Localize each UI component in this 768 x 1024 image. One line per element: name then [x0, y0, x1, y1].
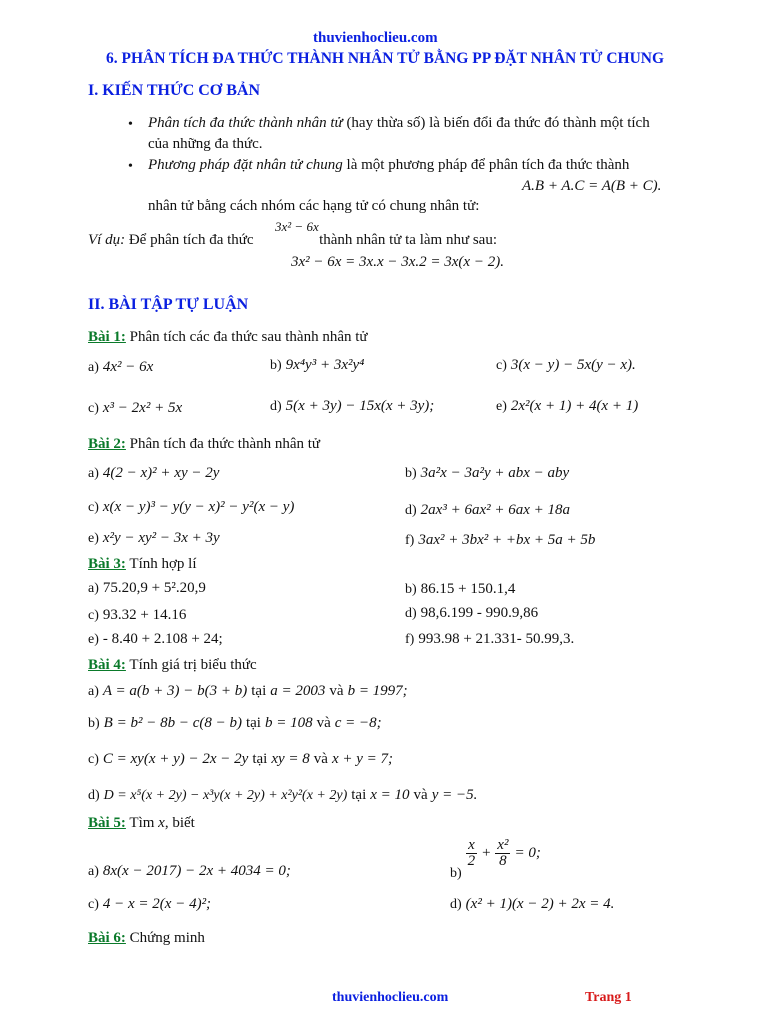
- item-expression: - 8.40 + 2.108 + 24;: [102, 631, 223, 647]
- item-expression: 93.32 + 14.16: [102, 607, 187, 623]
- item-expression: 8x(x − 2017) − 2x + 4034 = 0;: [102, 863, 291, 879]
- bullet-1-line2: của những đa thức.: [148, 136, 263, 152]
- section-heading-exercises: II. BÀI TẬP TỰ LUẬN: [88, 296, 249, 313]
- item-label: f): [405, 632, 415, 647]
- exercise-3-heading: [88, 556, 197, 573]
- exercise-4-item: [88, 786, 477, 804]
- variable-x: x: [158, 815, 165, 831]
- exercise-1-item: [270, 356, 364, 374]
- item-label: e): [88, 531, 99, 546]
- exercise-2-item: [88, 529, 220, 547]
- exercise-2-item: [405, 501, 570, 519]
- exercise-2-item: [88, 498, 294, 516]
- exercise-6-heading: [88, 930, 205, 947]
- item-label: d): [405, 503, 417, 518]
- item-label: c): [88, 897, 99, 912]
- word-va: và: [413, 787, 428, 803]
- word-va: và: [316, 715, 331, 731]
- exercise-5-item: [88, 895, 211, 913]
- exercise-5-text: Tìm: [125, 815, 159, 831]
- exercise-3-item: [405, 630, 574, 648]
- exercise-3-item: [405, 604, 538, 622]
- exercise-5-item: [88, 862, 291, 880]
- word-tai: tại: [351, 787, 367, 803]
- item-expression: A = a(b + 3) − b(3 + b): [102, 683, 248, 699]
- exercise-1-heading: [88, 329, 368, 346]
- word-va: và: [313, 751, 328, 767]
- item-expression: (x² + 1)(x − 2) + 2x = 4.: [465, 896, 615, 912]
- bullet-2: [148, 157, 629, 174]
- exercise-5-item: [450, 895, 614, 913]
- condition-1: b = 108: [264, 715, 313, 731]
- item-expression: 2ax³ + 6ax² + 6ax + 18a: [420, 502, 571, 518]
- condition-2: x + y = 7;: [331, 751, 393, 767]
- denominator: 8: [499, 853, 507, 869]
- exercise-6-text: Chứng minh: [125, 930, 205, 946]
- exercise-5-text-after: , biết: [164, 815, 195, 831]
- item-expression: 86.15 + 150.1,4: [420, 581, 516, 597]
- item-label: a): [88, 360, 99, 375]
- item-expression: x(x − y)³ − y(y − x)² − y²(x − y): [102, 499, 295, 515]
- exercise-3-item: [88, 579, 206, 597]
- item-label: c): [88, 752, 99, 767]
- page-title: 6. PHÂN TÍCH ĐA THỨC THÀNH NHÂN TỬ BẰNG PP ĐẶT NHÂN TỬ CHUNG: [106, 50, 665, 67]
- item-label: d): [88, 788, 100, 803]
- numerator: x: [466, 838, 478, 854]
- condition-2: b = 1997;: [347, 683, 408, 699]
- bullet-dot: •: [128, 159, 133, 174]
- exercise-3-label: Bài 3:: [88, 556, 126, 572]
- item-expression: 3a²x − 3a²y + abx − aby: [420, 465, 570, 481]
- exercise-2-heading: [88, 436, 320, 453]
- item-expression: x²y − xy² − 3x + 3y: [102, 530, 220, 546]
- item-expression: 4 − x = 2(x − 4)²;: [102, 896, 212, 912]
- exercise-2-text: Phân tích đa thức thành nhân tử: [125, 436, 321, 452]
- example-label: Ví dụ:: [88, 232, 126, 248]
- exercise-2-item: [405, 531, 595, 549]
- item-expression: 3(x − y) − 5x(y − x).: [510, 357, 636, 373]
- example-text-1: Để phân tích đa thức: [125, 232, 258, 248]
- exercise-2-item: [88, 464, 219, 482]
- exercise-5-item-fraction: [450, 837, 541, 882]
- example-result: 3x² − 6x = 3x.x − 3x.2 = 3x(x − 2).: [291, 254, 504, 270]
- exercise-1-item: [496, 397, 638, 415]
- exercise-1-item: [88, 399, 182, 417]
- exercise-3-item: [88, 630, 223, 648]
- exercise-1-item: [88, 358, 153, 376]
- item-label: d): [405, 606, 417, 621]
- bullet-dot: •: [128, 117, 133, 132]
- bullet-1: [148, 115, 650, 132]
- item-label: d): [270, 399, 282, 414]
- item-expression: 3ax² + 3bx² + +bx + 5a + 5b: [418, 532, 596, 548]
- plus-sign: +: [481, 845, 492, 862]
- site-name-header: thuvienhoclieu.com: [313, 30, 438, 46]
- item-label: e): [496, 399, 507, 414]
- item-expression: 993.98 + 21.331- 50.99,3.: [418, 631, 575, 647]
- exercise-3-item: [405, 580, 515, 598]
- item-label: b): [405, 466, 417, 481]
- condition-2: c = −8;: [334, 715, 382, 731]
- exercise-2-label: Bài 2:: [88, 436, 126, 452]
- exercise-4-item: [88, 714, 382, 732]
- item-expression: 5(x + 3y) − 15x(x + 3y);: [285, 398, 435, 414]
- exercise-1-text: Phân tích các đa thức sau thành nhân tử: [125, 329, 368, 345]
- item-label: a): [88, 581, 99, 596]
- item-label: c): [88, 608, 99, 623]
- item-label: a): [88, 864, 99, 879]
- item-label: c): [496, 358, 507, 373]
- item-label: c): [88, 500, 99, 515]
- item-expression: 75.20,9 + 5².20,9: [102, 580, 206, 596]
- example-line: [88, 232, 497, 249]
- equation-tail: = 0;: [514, 845, 541, 862]
- item-expression: B = b² − 8b − c(8 − b): [103, 715, 242, 731]
- exercise-6-label: Bài 6:: [88, 930, 126, 946]
- numerator: x²: [497, 837, 509, 853]
- bullet-2-text: là một phương pháp để phân tích đa thức thành: [342, 157, 630, 173]
- word-tai: tại: [245, 715, 261, 731]
- item-expression: 2x²(x + 1) + 4(x + 1): [510, 398, 639, 414]
- exercise-4-heading: [88, 657, 257, 674]
- exercise-1-item: [270, 397, 434, 415]
- section-heading-basic: I. KIẾN THỨC CƠ BẢN: [88, 82, 261, 99]
- item-label: f): [405, 533, 415, 548]
- item-expression: x³ − 2x² + 5x: [102, 400, 183, 416]
- bullet-2-line2: nhân tử bằng cách nhóm các hạng tử có chung nhân tử:: [148, 198, 480, 214]
- item-expression: 4x² − 6x: [102, 359, 154, 375]
- condition-1: x = 10: [370, 787, 410, 803]
- item-expression: 98,6.199 - 990.9,86: [420, 605, 539, 621]
- bullet-1-text: (hay thừa số) là biến đổi đa thức đó thành một tích: [342, 115, 650, 131]
- item-label: b): [405, 582, 417, 597]
- exercise-5-label: Bài 5:: [88, 815, 126, 831]
- exercise-4-item: [88, 682, 408, 700]
- condition-1: xy = 8: [271, 751, 310, 767]
- exercise-1-label: Bài 1:: [88, 329, 126, 345]
- page-number: Trang 1: [585, 990, 632, 1005]
- item-label: b): [88, 716, 100, 731]
- exercise-1-item: [496, 356, 636, 374]
- exercise-4-label: Bài 4:: [88, 657, 126, 673]
- item-expression: D = x⁵(x + 2y) − x³y(x + 2y) + x²y²(x + 2y): [103, 788, 348, 803]
- word-tai: tại: [252, 751, 268, 767]
- term-factorization: Phân tích đa thức thành nhân tử: [148, 115, 343, 131]
- exercise-5-heading: [88, 815, 195, 832]
- exercise-3-text: Tính hợp lí: [125, 556, 197, 572]
- exercise-4-item: [88, 750, 393, 768]
- item-label: d): [450, 897, 462, 912]
- item-label: a): [88, 466, 99, 481]
- example-text-2: thành nhân tử ta làm như sau:: [315, 232, 497, 248]
- exercise-2-item: [405, 464, 569, 482]
- item-label: b): [450, 866, 462, 882]
- item-label: e): [88, 632, 99, 647]
- exercise-4-text: Tính giá trị biểu thức: [125, 657, 257, 673]
- item-expression: C = xy(x + y) − 2x − 2y: [102, 751, 249, 767]
- example-polynomial: 3x² − 6x: [275, 219, 319, 234]
- item-label: c): [88, 401, 99, 416]
- word-tai: tại: [251, 683, 267, 699]
- item-expression: 4(2 − x)² + xy − 2y: [102, 465, 220, 481]
- fraction-x2-over-8: [495, 838, 510, 869]
- item-label: a): [88, 684, 99, 699]
- exercise-3-item: [88, 606, 186, 624]
- denominator: 2: [467, 853, 476, 869]
- item-label: b): [270, 358, 282, 373]
- term-common-factor: Phương pháp đặt nhân tử chung: [148, 157, 343, 173]
- condition-1: a = 2003: [270, 683, 326, 699]
- fraction-x-over-2: [466, 838, 478, 869]
- formula-distributive: A.B + A.C = A(B + C).: [522, 178, 662, 194]
- item-expression: 9x⁴y³ + 3x²y⁴: [285, 357, 365, 373]
- site-name-footer: thuvienhoclieu.com: [332, 990, 449, 1005]
- condition-2: y = −5.: [431, 787, 478, 803]
- word-va: và: [329, 683, 344, 699]
